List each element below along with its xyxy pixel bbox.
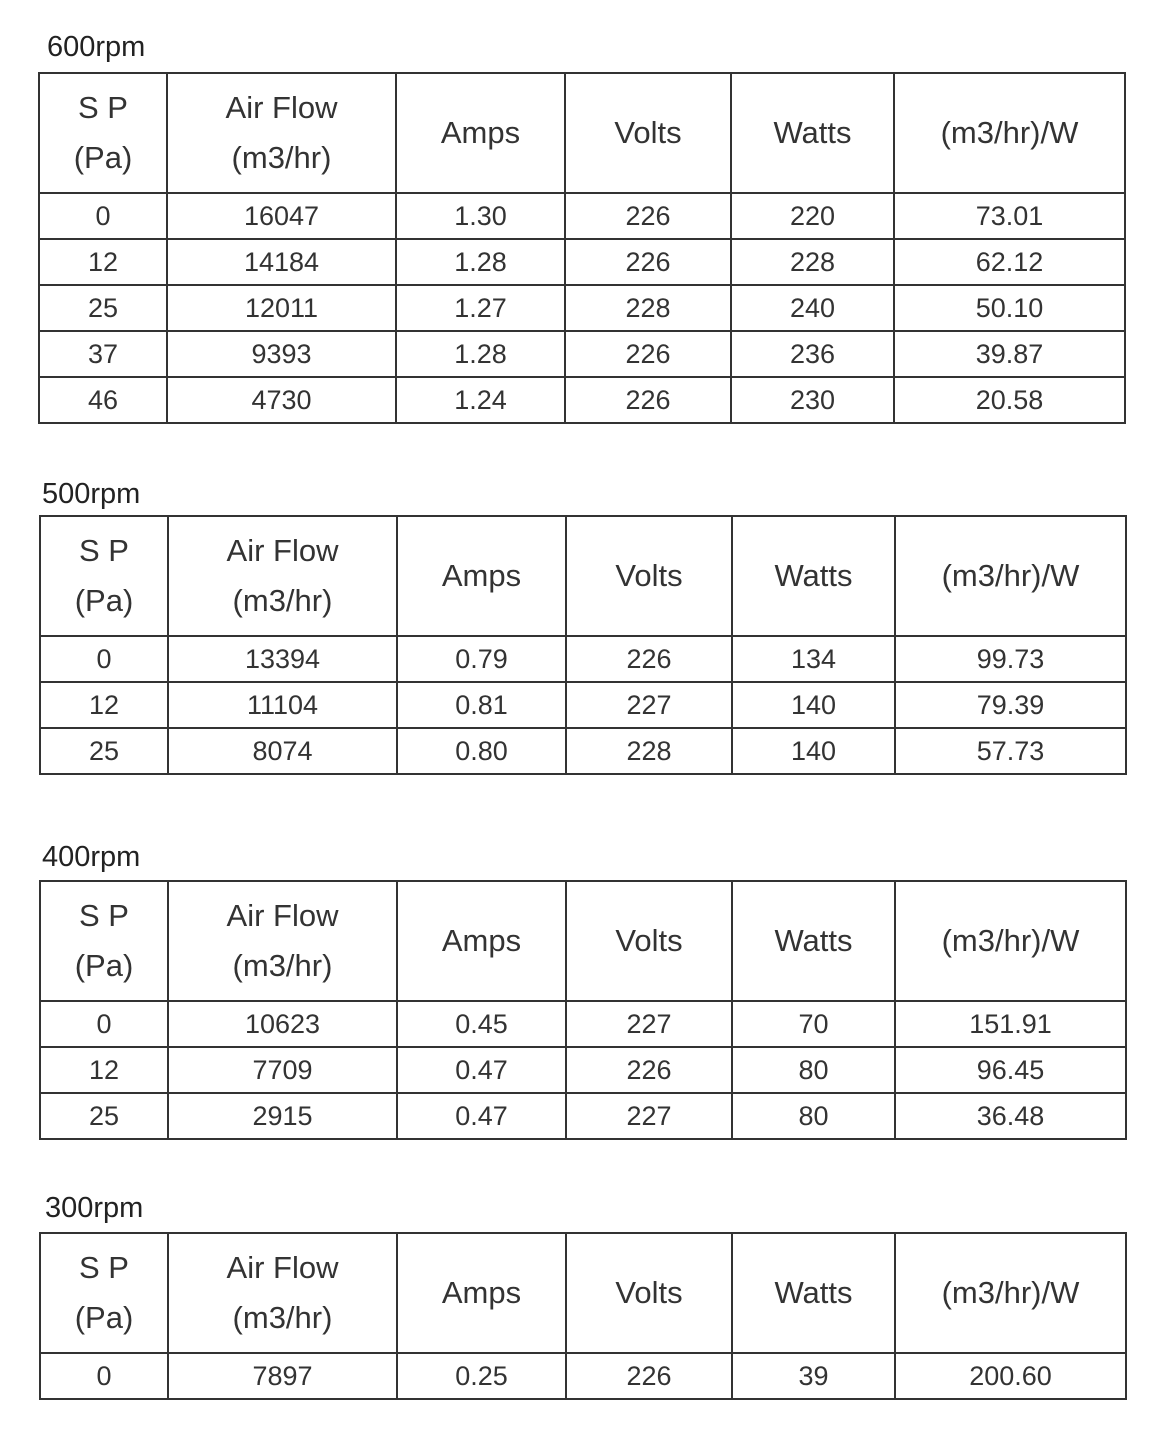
cell-efficiency: 39.87 — [894, 331, 1125, 377]
cell-watts: 240 — [731, 285, 894, 331]
cell-watts: 39 — [732, 1353, 895, 1399]
table-title: 300rpm — [45, 1192, 144, 1224]
header-cell-sp — [40, 516, 168, 636]
header-cell-efficiency: (m3/hr)/W — [895, 516, 1126, 636]
header-line: Air Flow — [226, 533, 339, 568]
cell-watts: 80 — [732, 1047, 895, 1093]
table-row — [40, 636, 1126, 682]
header-line: S P — [79, 533, 129, 568]
cell-watts: 70 — [732, 1001, 895, 1047]
cell-watts: 140 — [732, 728, 895, 774]
cell-amps: 0.45 — [397, 1001, 566, 1047]
table-row — [40, 1001, 1126, 1047]
header-cell-airflow — [168, 516, 397, 636]
header-line: Air Flow — [226, 898, 339, 933]
table-row — [39, 331, 1125, 377]
cell-efficiency: 36.48 — [895, 1093, 1126, 1139]
cell-sp: 0 — [40, 636, 168, 682]
header-cell-watts: Watts — [732, 881, 895, 1001]
header-line: Air Flow — [225, 90, 338, 125]
cell-efficiency: 50.10 — [894, 285, 1125, 331]
header-cell-volts: Volts — [566, 516, 732, 636]
cell-sp: 25 — [39, 285, 167, 331]
performance-table — [38, 72, 1126, 424]
cell-airflow: 13394 — [168, 636, 397, 682]
header-line: (Pa) — [74, 1300, 134, 1335]
cell-airflow: 14184 — [167, 239, 396, 285]
table-title: 400rpm — [42, 841, 141, 873]
table-row — [40, 728, 1126, 774]
header-cell-efficiency: (m3/hr)/W — [895, 1233, 1126, 1353]
cell-efficiency: 96.45 — [895, 1047, 1126, 1093]
header-cell-watts: Watts — [732, 1233, 895, 1353]
header-line: (m3/hr) — [231, 140, 332, 175]
table-row — [40, 682, 1126, 728]
table-title: 500rpm — [42, 478, 141, 510]
header-cell-airflow — [167, 73, 396, 193]
cell-airflow: 9393 — [167, 331, 396, 377]
cell-volts: 228 — [565, 285, 731, 331]
cell-efficiency: 79.39 — [895, 682, 1126, 728]
header-line: (m3/hr) — [232, 948, 333, 983]
cell-sp: 37 — [39, 331, 167, 377]
cell-watts: 230 — [731, 377, 894, 423]
cell-amps: 0.81 — [397, 682, 566, 728]
table-row — [39, 193, 1125, 239]
header-cell-watts: Watts — [732, 516, 895, 636]
cell-efficiency: 73.01 — [894, 193, 1125, 239]
cell-volts: 226 — [566, 1353, 732, 1399]
cell-volts: 226 — [566, 636, 732, 682]
cell-sp: 25 — [40, 728, 168, 774]
cell-amps: 0.80 — [397, 728, 566, 774]
table-row — [39, 285, 1125, 331]
header-cell-sp — [40, 1233, 168, 1353]
cell-amps: 0.25 — [397, 1353, 566, 1399]
header-line: (Pa) — [73, 140, 133, 175]
cell-amps: 1.28 — [396, 331, 565, 377]
header-row — [40, 881, 1126, 1001]
cell-efficiency: 151.91 — [895, 1001, 1126, 1047]
cell-airflow: 4730 — [167, 377, 396, 423]
cell-amps: 0.47 — [397, 1093, 566, 1139]
cell-volts: 228 — [566, 728, 732, 774]
header-line: (Pa) — [74, 948, 134, 983]
header-cell-airflow — [168, 881, 397, 1001]
header-cell-efficiency: (m3/hr)/W — [895, 881, 1126, 1001]
cell-airflow: 2915 — [168, 1093, 397, 1139]
header-cell-volts: Volts — [566, 881, 732, 1001]
cell-watts: 140 — [732, 682, 895, 728]
cell-sp: 12 — [39, 239, 167, 285]
cell-amps: 1.28 — [396, 239, 565, 285]
header-cell-amps: Amps — [397, 1233, 566, 1353]
cell-volts: 226 — [565, 377, 731, 423]
performance-table — [39, 880, 1127, 1140]
table-row — [39, 377, 1125, 423]
cell-efficiency: 20.58 — [894, 377, 1125, 423]
cell-sp: 0 — [40, 1001, 168, 1047]
cell-airflow: 16047 — [167, 193, 396, 239]
cell-volts: 227 — [566, 1001, 732, 1047]
header-cell-sp — [40, 881, 168, 1001]
header-row — [40, 1233, 1126, 1353]
header-cell-amps: Amps — [397, 516, 566, 636]
header-cell-amps: Amps — [396, 73, 565, 193]
header-cell-volts: Volts — [565, 73, 731, 193]
header-row — [40, 516, 1126, 636]
cell-volts: 227 — [566, 682, 732, 728]
performance-table — [39, 515, 1127, 775]
cell-sp: 25 — [40, 1093, 168, 1139]
header-cell-watts: Watts — [731, 73, 894, 193]
cell-efficiency: 57.73 — [895, 728, 1126, 774]
cell-efficiency: 200.60 — [895, 1353, 1126, 1399]
cell-efficiency: 99.73 — [895, 636, 1126, 682]
cell-airflow: 11104 — [168, 682, 397, 728]
header-row — [39, 73, 1125, 193]
header-line: (m3/hr) — [232, 1300, 333, 1335]
header-line: (m3/hr) — [232, 583, 333, 618]
header-line: S P — [79, 1250, 129, 1285]
cell-watts: 134 — [732, 636, 895, 682]
cell-watts: 228 — [731, 239, 894, 285]
cell-airflow: 7709 — [168, 1047, 397, 1093]
header-line: S P — [78, 90, 128, 125]
cell-watts: 80 — [732, 1093, 895, 1139]
cell-airflow: 10623 — [168, 1001, 397, 1047]
cell-sp: 12 — [40, 1047, 168, 1093]
cell-watts: 220 — [731, 193, 894, 239]
cell-sp: 12 — [40, 682, 168, 728]
cell-airflow: 12011 — [167, 285, 396, 331]
cell-volts: 227 — [566, 1093, 732, 1139]
cell-airflow: 7897 — [168, 1353, 397, 1399]
table-row — [40, 1047, 1126, 1093]
table-row — [40, 1093, 1126, 1139]
cell-amps: 1.24 — [396, 377, 565, 423]
header-cell-airflow — [168, 1233, 397, 1353]
cell-volts: 226 — [565, 331, 731, 377]
table-row — [39, 239, 1125, 285]
table-title: 600rpm — [47, 31, 146, 63]
cell-airflow: 8074 — [168, 728, 397, 774]
header-cell-volts: Volts — [566, 1233, 732, 1353]
cell-watts: 236 — [731, 331, 894, 377]
performance-table — [39, 1232, 1127, 1400]
header-cell-efficiency: (m3/hr)/W — [894, 73, 1125, 193]
header-line: Air Flow — [226, 1250, 339, 1285]
header-line: (Pa) — [74, 583, 134, 618]
header-cell-sp — [39, 73, 167, 193]
cell-amps: 1.27 — [396, 285, 565, 331]
cell-volts: 226 — [565, 239, 731, 285]
cell-sp: 0 — [39, 193, 167, 239]
header-cell-amps: Amps — [397, 881, 566, 1001]
table-row — [40, 1353, 1126, 1399]
cell-amps: 1.30 — [396, 193, 565, 239]
cell-amps: 0.79 — [397, 636, 566, 682]
cell-volts: 226 — [565, 193, 731, 239]
cell-efficiency: 62.12 — [894, 239, 1125, 285]
cell-sp: 0 — [40, 1353, 168, 1399]
header-line: S P — [79, 898, 129, 933]
cell-amps: 0.47 — [397, 1047, 566, 1093]
cell-volts: 226 — [566, 1047, 732, 1093]
cell-sp: 46 — [39, 377, 167, 423]
